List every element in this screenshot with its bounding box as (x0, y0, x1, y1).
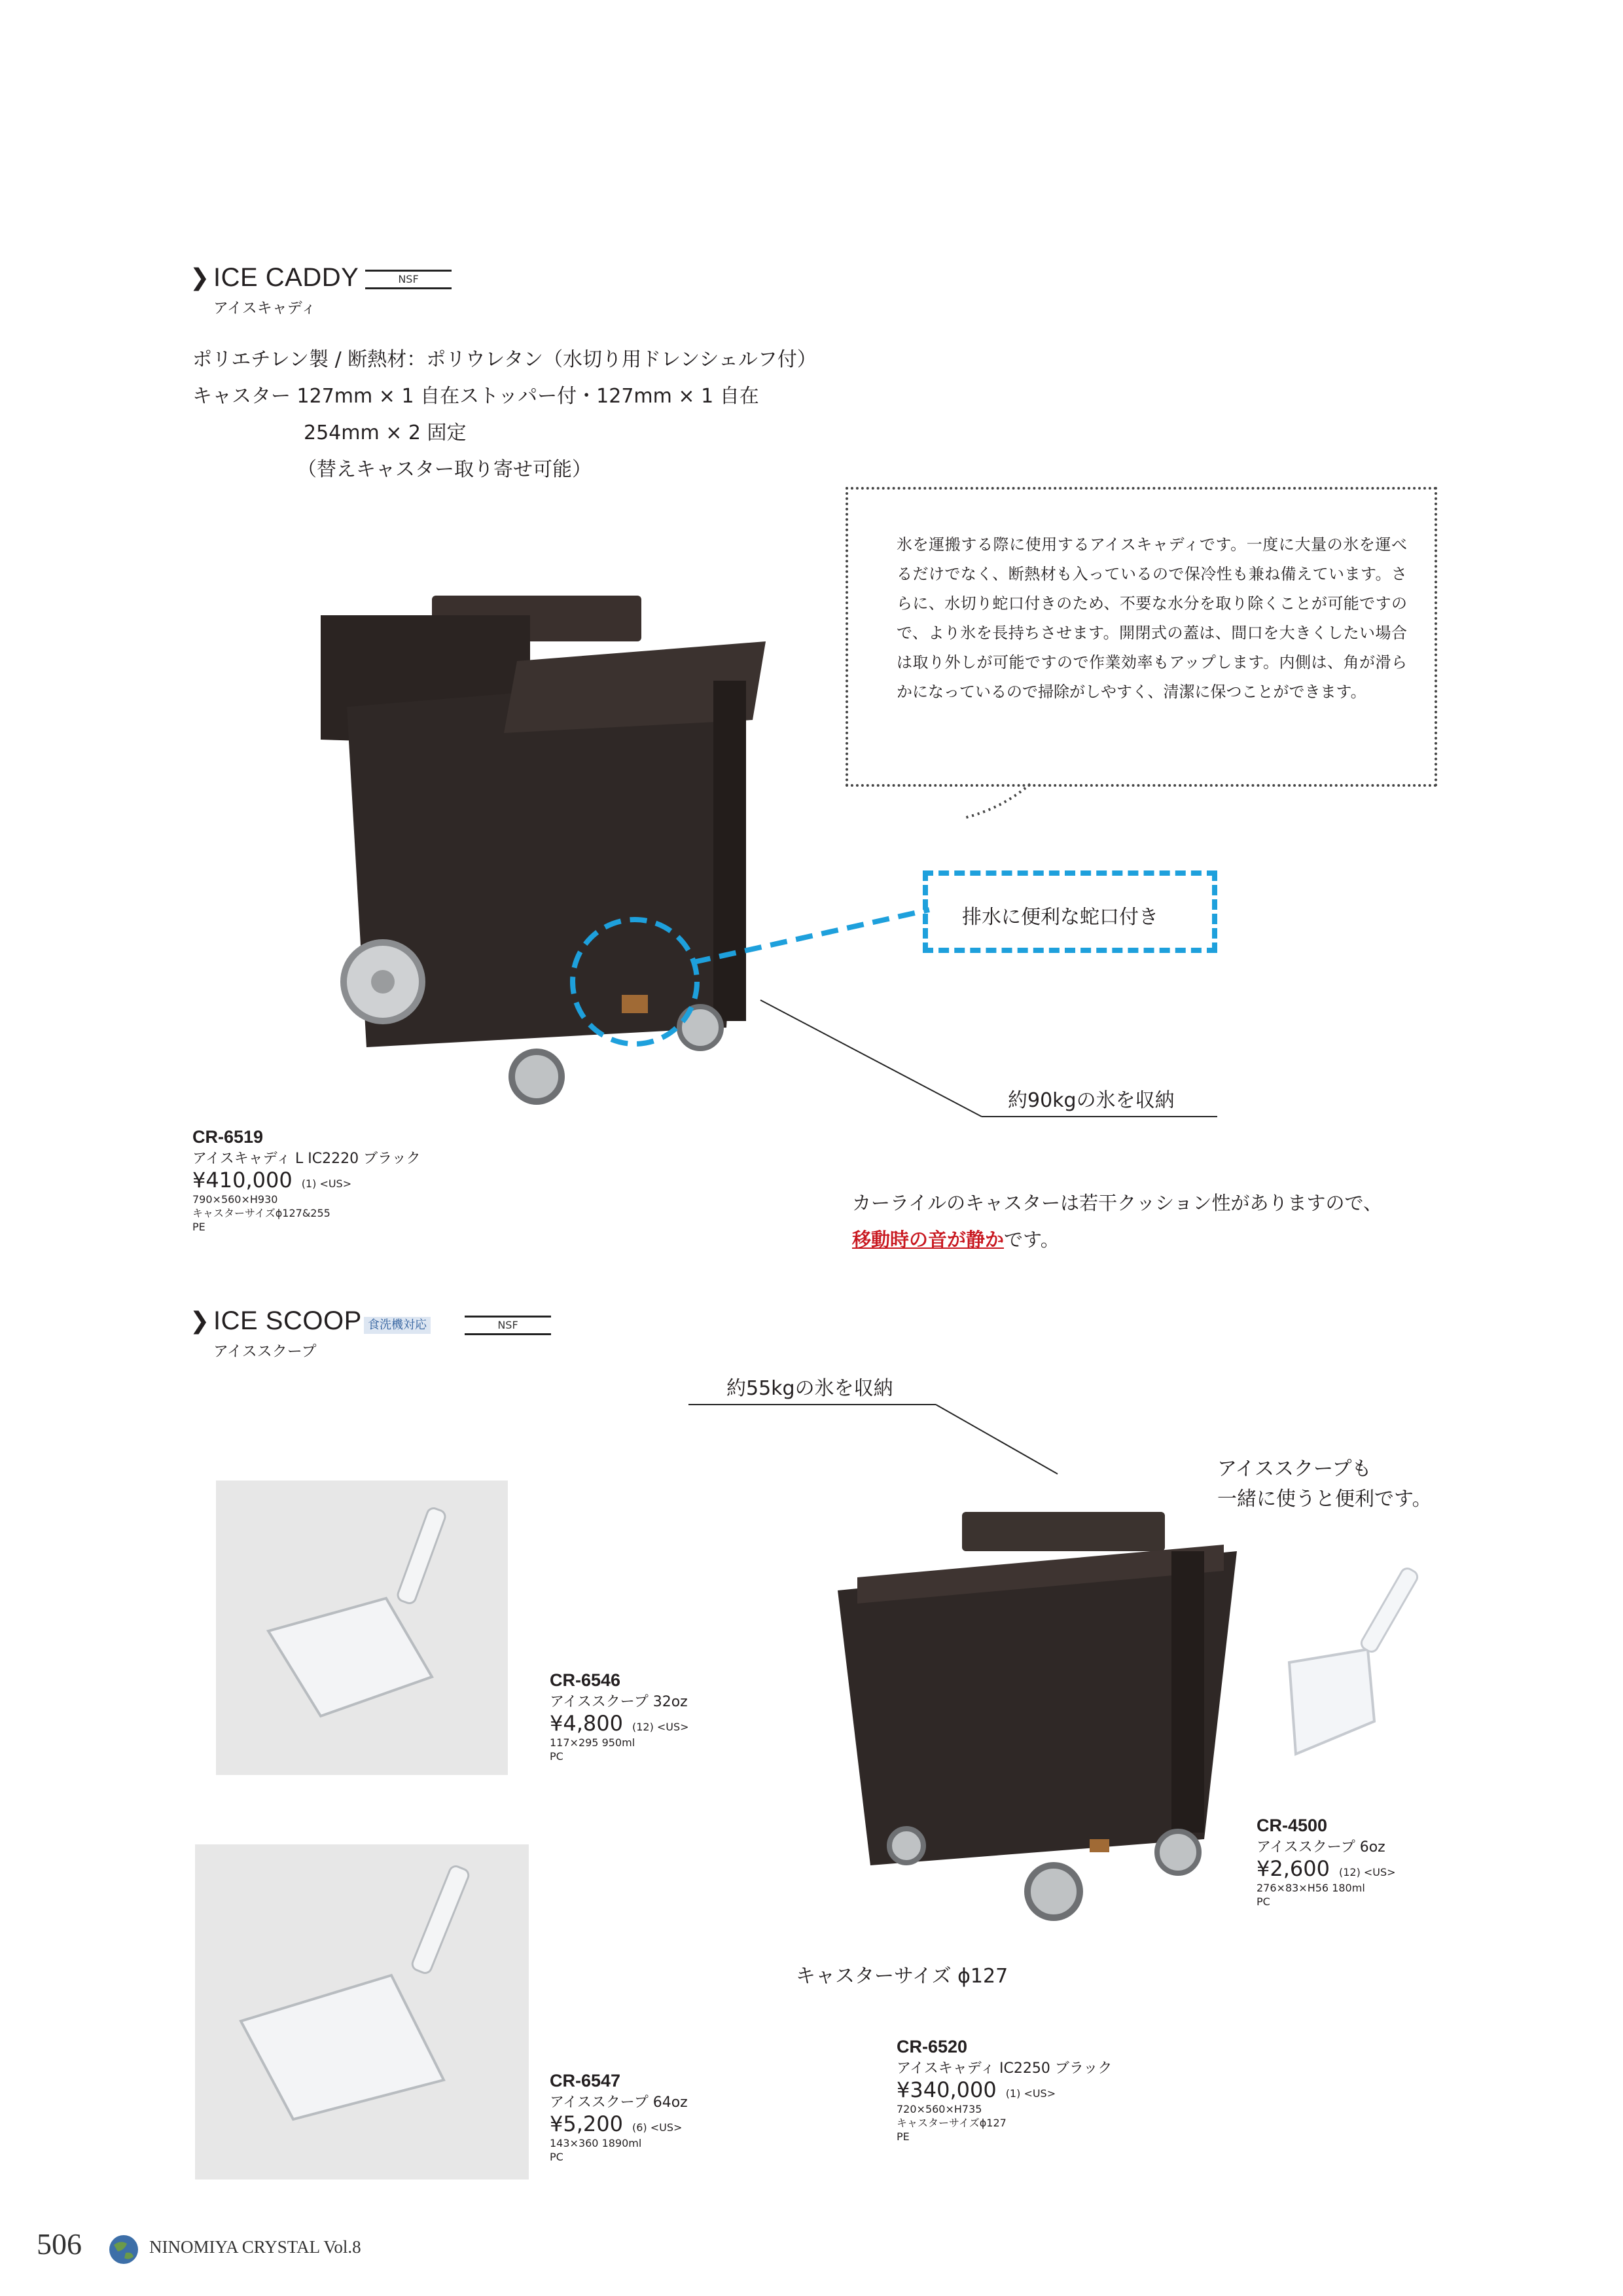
spec-line: ポリエチレン製 / 断熱材：ポリウレタン（水切り用ドレンシェルフ付） (192, 348, 817, 371)
product-dims: 117×295 950ml (550, 1736, 635, 1749)
description-callout (846, 487, 1437, 787)
product-dims: 790×560×H930 (192, 1193, 278, 1206)
product-qty: (6) <US> (632, 2121, 683, 2134)
product-qty: (12) <US> (632, 1721, 689, 1733)
product-material: PE (192, 1221, 205, 1233)
nsf-tag: NSF (365, 270, 452, 289)
product-dims: 276×83×H56 180ml (1257, 1882, 1365, 1894)
product-dims: 720×560×H735 (897, 2103, 982, 2115)
product-cr-4500 (1257, 1816, 1518, 1909)
product-qty: (12) <US> (1338, 1866, 1396, 1878)
product-dims: 143×360 1890ml (550, 2137, 642, 2149)
dishwasher-safe-badge: 食洗機対応 (364, 1317, 431, 1334)
scoop-6oz-photo (1263, 1558, 1453, 1774)
spec-line: キャスター 127mm × 1 自在ストッパー付・127mm × 1 自在 (192, 385, 759, 408)
product-cr-6546 (550, 1670, 812, 1763)
product-price: ¥340,000 (897, 2077, 997, 2102)
section-subtitle: アイスキャディ (213, 300, 316, 317)
scoop-icon (195, 1844, 529, 2179)
faucet-label-box (923, 870, 1217, 953)
capacity-leader-55 (687, 1401, 1067, 1479)
scoop-note-line2: 一緒に使うと便利です。 (1217, 1488, 1432, 1511)
product-name: アイススクープ 6oz (1257, 1839, 1385, 1856)
product-price: ¥410,000 (192, 1168, 293, 1193)
capacity-label-55: 約55kgの氷を収納 (726, 1377, 893, 1400)
scoop-icon (216, 1480, 508, 1775)
product-material: PC (550, 2151, 563, 2163)
caster-note (852, 1185, 1507, 1258)
product-code: CR-6519 (192, 1127, 264, 1147)
product-price: ¥2,600 (1257, 1856, 1330, 1881)
product-cr-6520 (897, 2037, 1198, 2144)
caster-note-end: です。 (1004, 1229, 1060, 1251)
faucet-label: 排水に便利な蛇口付き (962, 906, 1158, 929)
product-price: ¥5,200 (550, 2111, 623, 2136)
globe-icon (107, 2233, 140, 2266)
product-cr-6519 (192, 1127, 559, 1234)
product-material: PC (550, 1750, 563, 1763)
product-material: PE (897, 2130, 910, 2143)
product-name: アイスキャディ L IC2220 ブラック (192, 1151, 421, 1167)
product-name: アイススクープ 32oz (550, 1694, 688, 1710)
page-number: 506 (37, 2227, 82, 2261)
product-cr-6547 (550, 2071, 812, 2164)
section-title: ICE SCOOP (213, 1306, 362, 1335)
chevron-right-icon: ❯ (190, 264, 210, 291)
chevron-right-icon: ❯ (190, 1308, 210, 1335)
description-text: 氷を運搬する際に使用するアイスキャディです。一度に大量の氷を運べるだけでなく、断熱材も入っているので保冷性も兼ね備えています。さらに、水切り蛇口付きのため、不要な水分を取り除くことが可能ですので、より氷を長持ちさせます。開閉式の蓋は、間口を大きくしたい場合は取り外しが可能ですので作業効率もアップします。内側は、角が滑らかになっているので掃除がしやすく、清潔に保つことができます。 (897, 535, 1407, 701)
product-material: PC (1257, 1895, 1270, 1908)
section-subtitle: アイススクープ (213, 1343, 317, 1360)
nsf-tag: NSF (465, 1316, 551, 1335)
product-code: CR-6546 (550, 1670, 621, 1690)
spec-block (192, 342, 912, 488)
scoop-note-line1: アイススクープも (1217, 1458, 1372, 1480)
caster-size-label: キャスターサイズ ϕ127 (796, 1965, 1008, 1988)
product-name: アイススクープ 64oz (550, 2094, 688, 2111)
product-price: ¥4,800 (550, 1711, 623, 1736)
callout-pointer (962, 783, 1034, 822)
product-code: CR-6520 (897, 2037, 968, 2056)
product-caster: キャスターサイズϕ127&255 (192, 1207, 330, 1219)
spec-line: （替えキャスター取り寄せ可能） (297, 458, 592, 481)
caster-note-emphasis: 移動時の音が静か (852, 1229, 1005, 1251)
brand-name: NINOMIYA CRYSTAL Vol.8 (149, 2237, 361, 2257)
scoop-32oz-photo (216, 1480, 508, 1775)
scoop-64oz-photo (195, 1844, 529, 2179)
product-qty: (1) <US> (1005, 2087, 1056, 2100)
capacity-label: 約90kgの氷を収納 (1008, 1089, 1175, 1112)
product-code: CR-6547 (550, 2071, 621, 2090)
spec-line: 254mm × 2 固定 (304, 422, 467, 444)
ice-caddy-small-photo (831, 1499, 1250, 1931)
product-qty: (1) <US> (301, 1177, 352, 1190)
product-code: CR-4500 (1257, 1816, 1328, 1835)
product-name: アイスキャディ IC2250 ブラック (897, 2060, 1113, 2077)
product-caster: キャスターサイズϕ127 (897, 2117, 1007, 2129)
caster-note-line1: カーライルのキャスターは若干クッション性がありますので、 (852, 1192, 1382, 1214)
section-title: ICE CADDY (213, 263, 359, 292)
